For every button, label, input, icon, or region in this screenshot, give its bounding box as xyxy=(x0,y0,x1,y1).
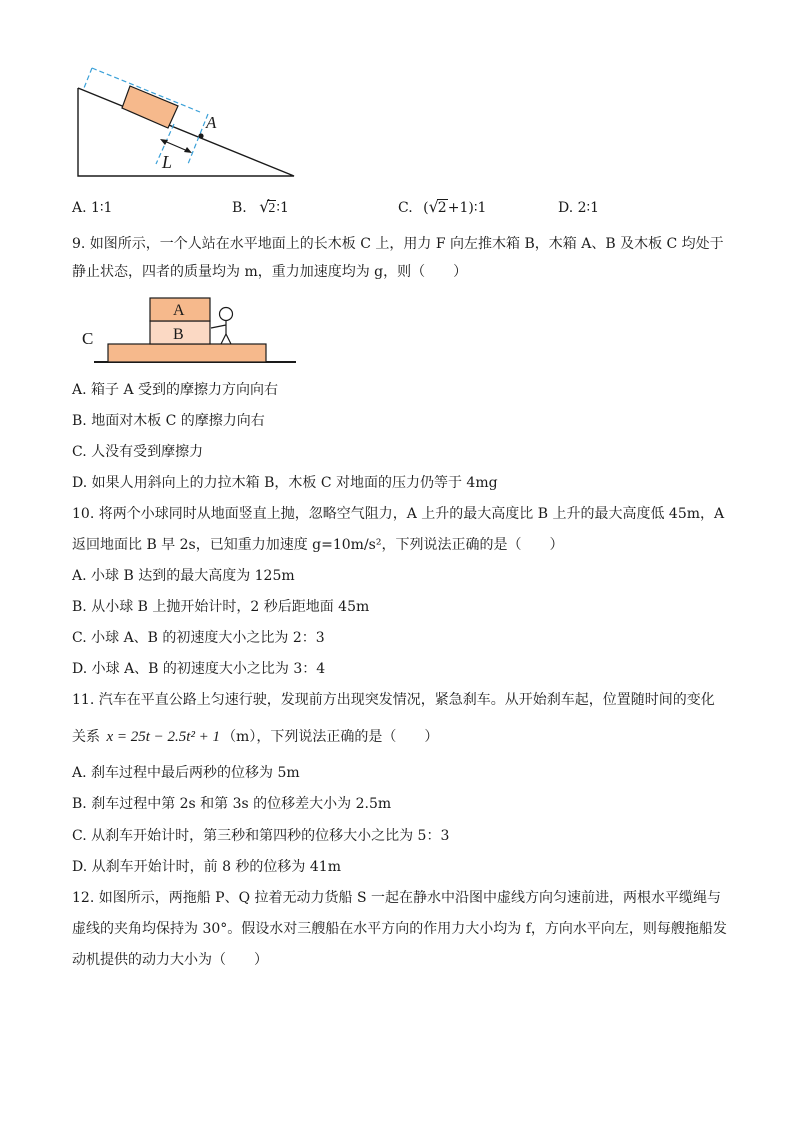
q11-line2-prefix: 关系 xyxy=(72,729,100,745)
q10-stem-line1: 10. 将两个小球同时从地面竖直上抛，忽略空气阻力，A 上升的最大高度比 B 上升的最大高度低 45m，A xyxy=(72,506,725,522)
person-figure xyxy=(211,308,233,345)
q8-option-c xyxy=(398,197,486,218)
q8-option-b xyxy=(232,197,289,218)
q8-option-c-open: ( xyxy=(423,200,429,216)
q12-stem-line2: 虚线的夹角均保持为 30°。假设水对三艘船在水平方向的作用力大小均为 f，方向水平向左，则每艘拖船发 xyxy=(72,921,727,937)
q9-option-d: D. 如果人用斜向上的力拉木箱 B，木板 C 对地面的压力仍等于 4mg xyxy=(72,475,498,491)
q9-stem-line2: 静止状态，四者的质量均为 m，重力加速度均为 g，则（ ） xyxy=(72,264,468,280)
box-a-label: A xyxy=(173,302,185,319)
boxes-figure xyxy=(74,292,300,368)
q8-option-b-radicand: 2 xyxy=(268,201,276,216)
sqrt-symbol: √ xyxy=(259,197,270,216)
incline-figure xyxy=(70,60,310,185)
q9-option-c: C. 人没有受到摩擦力 xyxy=(72,444,204,460)
q11-option-b: B. 刹车过程中第 2s 和第 3s 的位移差大小为 2.5m xyxy=(72,796,392,812)
q11-option-d: D. 从刹车开始计时，前 8 秒的位移为 41m xyxy=(72,859,341,875)
q8-option-c-rest: +1)∶1 xyxy=(447,200,487,216)
q9-option-a: A. 箱子 A 受到的摩擦力方向向右 xyxy=(72,382,279,398)
sqrt-symbol: √ xyxy=(428,197,439,216)
board-c-label: C xyxy=(82,329,94,348)
board-c xyxy=(108,344,266,362)
q10-option-a: A. 小球 B 达到的最大高度为 125m xyxy=(72,568,295,584)
q11-option-a: A. 刹车过程中最后两秒的位移为 5m xyxy=(72,765,300,781)
q11-formula: x = 25t − 2.5t² + 1 xyxy=(106,729,221,745)
q10-stem-line2: 返回地面比 B 早 2s，已知重力加速度 g=10m/s²，下列说法正确的是（ ） xyxy=(72,537,564,553)
q10-option-b: B. 从小球 B 上抛开始计时，2 秒后距地面 45m xyxy=(72,599,370,615)
point-a-label: A xyxy=(206,113,217,132)
box-b-label: B xyxy=(173,326,184,343)
q11-option-c: C. 从刹车开始计时，第三秒和第四秒的位移大小之比为 5：3 xyxy=(72,828,450,844)
q8-option-d: D. 2∶1 xyxy=(558,200,600,216)
length-label: L xyxy=(162,152,173,172)
dashed-band-left xyxy=(84,68,92,88)
q9-stem-line1: 9. 如图所示，一个人站在水平地面上的长木板 C 上，用力 F 向左推木箱 B，木箱 A、B 及木板 C 均处于 xyxy=(72,236,724,252)
incline-outline xyxy=(78,88,294,176)
q12-stem-line1: 12. 如图所示，两拖船 P、Q 拉着无动力货船 S 一起在静水中沿图中虚线方向匀速前进，两根水平缆绳与 xyxy=(72,890,722,906)
q11-stem-line2 xyxy=(72,727,438,747)
q8-option-c-prefix: C. xyxy=(398,200,413,216)
block xyxy=(122,86,178,128)
q8-option-b-suffix: ∶1 xyxy=(276,200,289,216)
q10-option-d: D. 小球 A、B 的初速度大小之比为 3：4 xyxy=(72,661,326,677)
q10-option-c: C. 小球 A、B 的初速度大小之比为 2：3 xyxy=(72,630,325,646)
q11-line2-suffix: （m），下列说法正确的是（ ） xyxy=(222,729,439,745)
q8-option-b-prefix: B. xyxy=(232,200,247,216)
q12-stem-line3: 动机提供的动力大小为（ ） xyxy=(72,952,268,968)
q8-option-a: A. 1∶1 xyxy=(72,200,113,216)
q8-option-c-radicand: 2 xyxy=(437,200,447,216)
point-a-dot xyxy=(198,133,203,138)
q11-stem-line1: 11. 汽车在平直公路上匀速行驶，发现前方出现突发情况，紧急刹车。从开始刹车起，位置随时间的变化 xyxy=(72,692,715,708)
q9-option-b: B. 地面对木板 C 的摩擦力向右 xyxy=(72,413,265,429)
